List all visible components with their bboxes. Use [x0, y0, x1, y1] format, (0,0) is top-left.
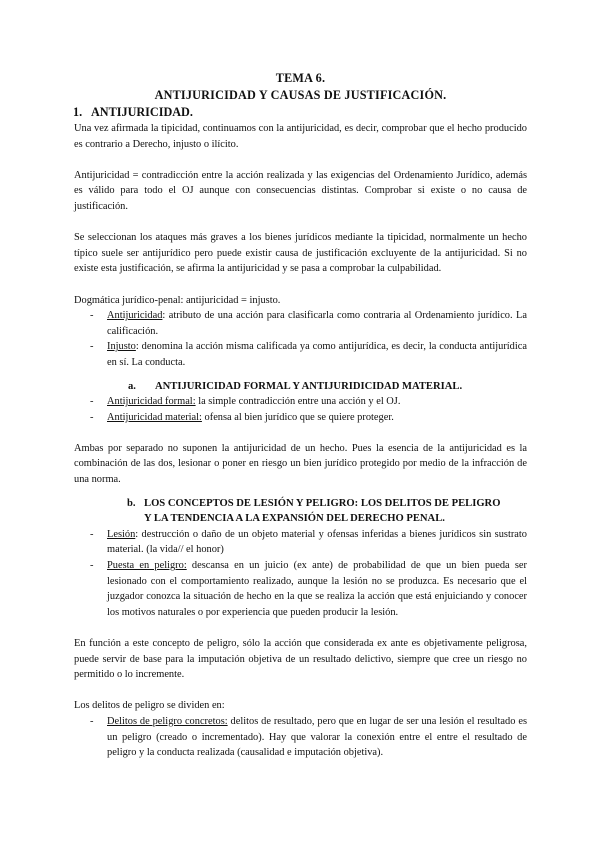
list-item-text: : denomina la acción misma calificada ya como antijurídica, es decir, la conducta antijurídica en sí. La conducta.	[107, 341, 527, 368]
list-item-term: Injusto	[107, 341, 136, 353]
paragraph-3: Se seleccionan los ataques más graves a los bienes jurídicos mediante la tipicidad, normalmente un hecho típico suele ser antijurídico pero puede existir causa de justificación excluyente de la antijuricidad. Si no existe esta justificación, se afirma la antijuricidad y se pasa a comprobar la culpabilidad.	[74, 232, 527, 275]
list-item	[107, 394, 527, 410]
subsection-heading-b	[74, 496, 527, 527]
subsection-heading-a	[74, 379, 527, 395]
list-item	[107, 308, 527, 339]
list-item	[107, 339, 527, 370]
doc-title-line2: ANTIJURICIDAD Y CAUSAS DE JUSTIFICACIÓN.	[154, 88, 447, 102]
document-page	[74, 70, 527, 761]
definition-list-1	[74, 308, 527, 370]
list-item-term: Antijuricidad	[107, 310, 163, 322]
list-item-text: : atributo de una acción para clasificarla como contraria al Ordenamiento jurídico. La calificación.	[107, 310, 527, 337]
list-item-text: la simple contradicción entre una acción y el OJ.	[195, 396, 401, 408]
list-item	[107, 527, 527, 558]
subsection-letter: a.	[128, 380, 136, 392]
definition-list-4	[74, 714, 527, 761]
list-item-term: Delitos de peligro concretos:	[107, 715, 228, 727]
list-item-term: Antijuricidad material:	[107, 411, 202, 423]
list-item	[107, 410, 527, 426]
list-item-text: : destrucción o daño de un objeto material y ofensas inferidas a bienes jurídicos sin sustrato material. (la vida// el honor)	[107, 528, 527, 556]
section-number: 1.	[73, 105, 83, 119]
paragraph-2: Antijuricidad = contradicción entre la acción realizada y las exigencias del Ordenamiento Jurídico, además es válido para todo el OJ aunque con consecuencias distintas. Comprobar si existe o no causa de justificación.	[74, 169, 527, 212]
list-item-text: ofensa al bien jurídico que se quiere proteger.	[201, 411, 394, 423]
list-item	[107, 714, 527, 761]
list-item-term: Antijuricidad formal:	[107, 396, 196, 408]
subsection-letter: b.	[127, 497, 136, 509]
list-item-term: Puesta en peligro:	[107, 560, 187, 572]
list-item	[107, 558, 527, 620]
subsection-title-line2: Y LA TENDENCIA A LA EXPANSIÓN DEL DERECHO PENAL.	[144, 513, 445, 525]
section-title: ANTIJURICIDAD.	[91, 105, 193, 119]
section-heading-1	[73, 104, 527, 121]
list-item-text: descansa en un juicio (ex ante) de probabilidad de que un bien pueda ser lesionado con el comportamiento realizado, aunque la lesión no se produzca. Es necesario que el juzgador conozca la situación de hecho en la que se realiza la acción que está enjuiciando y conocer los motivos naturales o por experiencia que pueden producir la lesión.	[107, 560, 527, 618]
list-item-term: Lesión	[107, 528, 136, 540]
list-item-text: delitos de resultado, pero que en lugar de ser una lesión el resultado es un peligro (creado o incrementado). Hay que valorar la conexión entre el entre el resultado de peligro y la conducta realizada (causalidad e imputación objetiva).	[107, 715, 527, 759]
paragraph-7: Los delitos de peligro se dividen en:	[74, 700, 225, 712]
paragraph-4: Dogmática jurídico-penal: antijuricidad = injusto.	[74, 294, 281, 306]
definition-list-2	[74, 394, 527, 425]
doc-title-line1: TEMA 6.	[275, 71, 326, 85]
paragraph-1: Una vez afirmada la tipicidad, continuamos con la antijuricidad, es decir, comprobar que el hecho producido es contrario a Derecho, injusto o ilícito.	[74, 123, 527, 150]
subsection-title-line1: LOS CONCEPTOS DE LESIÓN Y PELIGRO: LOS DELITOS DE PELIGRO	[144, 497, 501, 509]
paragraph-6: En función a este concepto de peligro, sólo la acción que considerada ex ante es objetivamente peligrosa, puede servir de base para la imputación objetiva de un resultado delictivo, siempre que cree un riesgo no permitido o lo incremente.	[74, 638, 527, 681]
definition-list-3	[74, 527, 527, 621]
subsection-title: ANTIJURICIDAD FORMAL Y ANTIJURIDICIDAD MATERIAL.	[155, 380, 463, 392]
paragraph-5: Ambas por separado no suponen la antijuricidad de un hecho. Pues la esencia de la antijuricidad es la combinación de las dos, lesionar o poner en riesgo un bien jurídico protegido por medio de la infracción de una norma.	[74, 442, 527, 486]
